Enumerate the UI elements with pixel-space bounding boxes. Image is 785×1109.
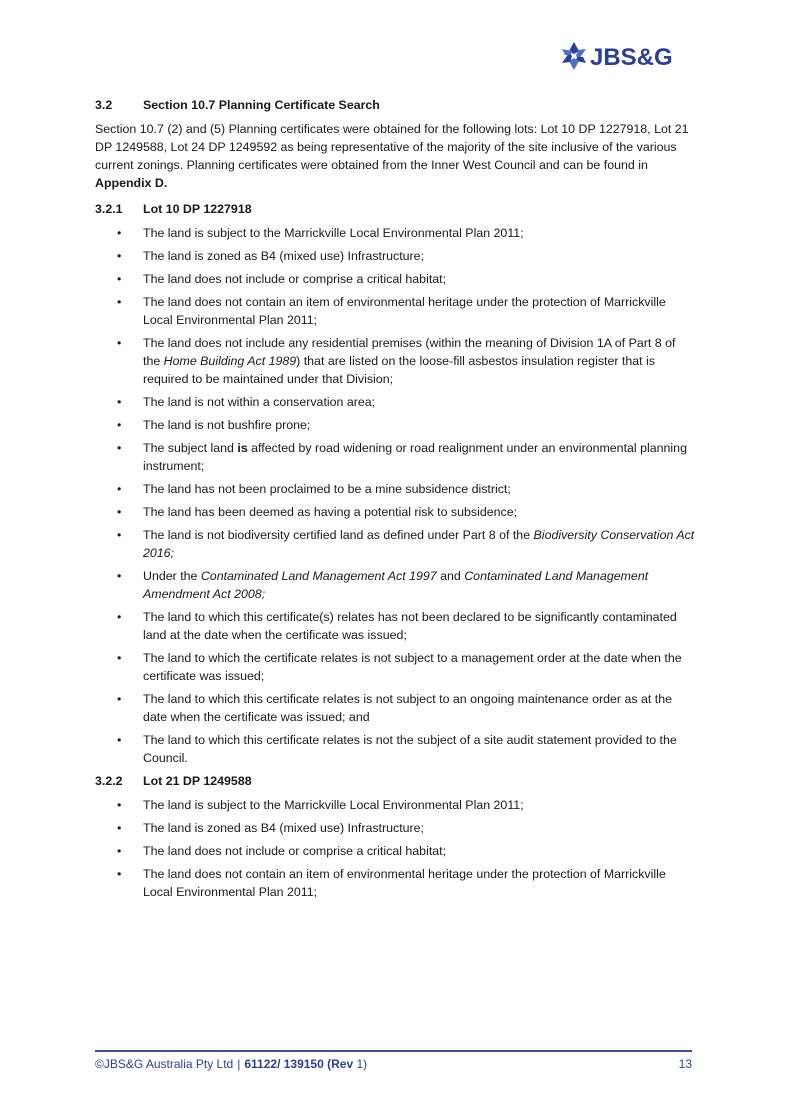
list-item: • The land is not bushfire prone; (117, 418, 311, 432)
list-item: • The land does not contain an item of environmental heritage under the protection of Marrickville Local Environmental Plan 2011; (117, 295, 666, 327)
list-item: • The land is not biodiversity certified land as defined under Part 8 of the Biodiversity Conservation Act 2016; (117, 528, 695, 560)
subsection-title: Lot 10 DP 1227918 (143, 202, 252, 216)
list-item: • The land does not include or comprise a critical habitat; (117, 844, 447, 858)
list-item: • Under the Contaminated Land Management Act 1997 and Contaminated Land Management Amendment Act 2008; (117, 569, 649, 601)
footer-company: ©JBS&G Australia Pty Ltd (95, 1057, 234, 1071)
list-item: • The land has been deemed as having a potential risk to subsidence; (117, 505, 518, 519)
list-item: • The subject land is affected by road widening or road realignment under an environmental planning instrument; (117, 441, 687, 473)
subsection-heading (95, 772, 695, 790)
bullet-icon: • (117, 651, 122, 665)
subsection-title: Lot 21 DP 1249588 (143, 774, 252, 788)
jbsg-logo-icon (560, 36, 700, 76)
page-number: 13 (678, 1057, 692, 1071)
bullet-icon: • (117, 226, 122, 240)
bullet-icon: • (117, 295, 122, 309)
list-item: • The land to which this certificate relates is not the subject of a site audit statement provided to the Council. (117, 733, 677, 765)
bullet-icon: • (117, 528, 122, 542)
list-item: • The land does not contain an item of environmental heritage under the protection of Marrickville Local Environmental Plan 2011; (117, 867, 666, 899)
bullet-icon: • (117, 395, 122, 409)
list-item: • The land to which this certificate(s) relates has not been declared to be significantly contaminated land at the date when the certificate was issued; (117, 610, 677, 642)
list-item: • The land does not include any residential premises (within the meaning of Division 1A of Part 8 of the Home Building Act 1989) that are listed on the loose-fill asbestos insulation register that is required to be maintained under that Division; (117, 336, 676, 386)
section-intro (95, 120, 695, 192)
list-item: • The land is subject to the Marrickville Local Environmental Plan 2011; (117, 798, 524, 812)
bullet-icon: • (117, 844, 122, 858)
list-item: • The land is subject to the Marrickville Local Environmental Plan 2011; (117, 226, 524, 240)
section-heading (95, 96, 695, 114)
footer-separator: | (237, 1057, 241, 1071)
footer-project-ref: 61122/ 139150 (Rev (244, 1057, 354, 1071)
bullet-icon: • (117, 569, 122, 583)
section-number: 3.2 (95, 98, 113, 112)
intro-text: Section 10.7 (2) and (5) Planning certificates were obtained for the following lots: Lot 10 DP 1227918, Lot 21 DP 1249588, Lot 24 DP 1249592 as being representative of the majority of the site inclusive of the various current zonings. Planning certificates were obtained from the Inner West Council and can be found in (95, 122, 689, 172)
footer-reference (95, 1055, 367, 1073)
subsection-number: 3.2.1 (95, 202, 123, 216)
bullet-icon: • (117, 482, 122, 496)
company-logo (560, 36, 700, 76)
bullet-icon: • (117, 798, 122, 812)
bullet-icon: • (117, 505, 122, 519)
footer-divider (95, 1050, 692, 1052)
lot-10-findings (95, 224, 695, 767)
bullet-icon: • (117, 692, 122, 706)
bullet-icon: • (117, 272, 122, 286)
list-item: • The land is not within a conservation area; (117, 395, 376, 409)
list-item: • The land is zoned as B4 (mixed use) Infrastructure; (117, 249, 424, 263)
subsection-heading (95, 200, 695, 218)
list-item: • The land does not include or comprise a critical habitat; (117, 272, 447, 286)
list-item: • The land to which this certificate relates is not subject to an ongoing maintenance order as at the date when the certificate was issued; and (117, 692, 672, 724)
bullet-icon: • (117, 733, 122, 747)
bullet-icon: • (117, 249, 122, 263)
bullet-icon: • (117, 821, 122, 835)
document-body (95, 96, 695, 906)
bullet-icon: • (117, 336, 122, 350)
logo-wordmark: JBS&G (590, 44, 673, 71)
bullet-icon: • (117, 418, 122, 432)
section-title: Section 10.7 Planning Certificate Search (143, 98, 380, 112)
list-item: • The land has not been proclaimed to be a mine subsidence district; (117, 482, 511, 496)
lot-21-findings (95, 796, 695, 901)
bullet-icon: • (117, 610, 122, 624)
bullet-icon: • (117, 867, 122, 881)
appendix-reference: Appendix D. (95, 176, 168, 190)
list-item: • The land is zoned as B4 (mixed use) Infrastructure; (117, 821, 424, 835)
bullet-icon: • (117, 441, 122, 455)
page-footer (95, 1055, 692, 1073)
list-item: • The land to which the certificate relates is not subject to a management order at the date when the certificate was issued; (117, 651, 682, 683)
subsection-number: 3.2.2 (95, 774, 123, 788)
footer-revision: 1) (353, 1057, 368, 1071)
